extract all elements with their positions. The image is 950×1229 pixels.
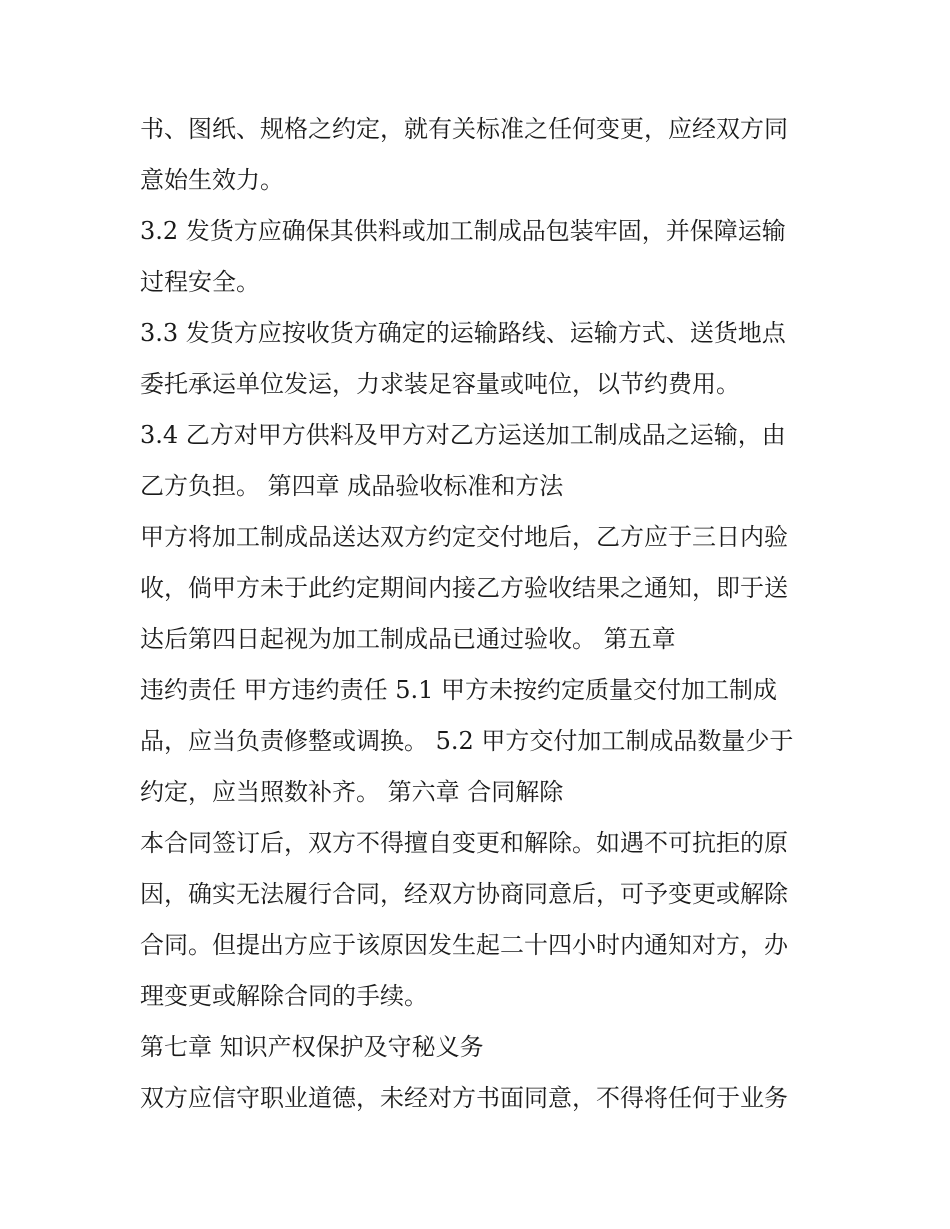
- text-line-8: 乙方负担。 第四章 成品验收标准和方法: [140, 472, 564, 500]
- text-line-7: 3.4 乙方对甲方供料及甲方对乙方运送加工制成品之运输，由: [140, 421, 786, 449]
- text-line-17: 合同。但提出方应于该原因发生起二十四小时内通知对方，办: [140, 931, 788, 959]
- text-line-18: 理变更或解除合同的手续。: [140, 982, 428, 1010]
- text-line-3: 3.2 发货方应确保其供料或加工制成品包装牢固，并保障运输: [140, 217, 786, 245]
- text-line-4: 过程安全。: [140, 268, 260, 296]
- text-line-6: 委托承运单位发运，力求装足容量或吨位，以节约费用。: [140, 370, 740, 398]
- text-line-15: 本合同签订后，双方不得擅自变更和解除。如遇不可抗拒的原: [140, 829, 788, 857]
- text-line-16: 因，确实无法履行合同，经双方协商同意后，可予变更或解除: [140, 880, 788, 908]
- text-line-2: 意始生效力。: [140, 166, 284, 194]
- text-line-19: 第七章 知识产权保护及守秘义务: [140, 1033, 484, 1061]
- text-line-9: 甲方将加工制成品送达双方约定交付地后，乙方应于三日内验: [140, 523, 788, 551]
- text-line-12: 违约责任 甲方违约责任 5.1 甲方未按约定质量交付加工制成: [140, 676, 778, 704]
- text-line-13: 品，应当负责修整或调换。 5.2 甲方交付加工制成品数量少于: [140, 727, 794, 755]
- text-line-14: 约定，应当照数补齐。 第六章 合同解除: [140, 778, 564, 806]
- text-line-20: 双方应信守职业道德，未经对方书面同意，不得将任何于业务: [140, 1084, 788, 1112]
- text-line-5: 3.3 发货方应按收货方确定的运输路线、运输方式、送货地点: [140, 319, 786, 347]
- text-line-1: 书、图纸、规格之约定，就有关标准之任何变更，应经双方同: [140, 115, 788, 143]
- text-line-10: 收，倘甲方未于此约定期间内接乙方验收结果之通知，即于送: [140, 574, 788, 602]
- text-line-11: 达后第四日起视为加工制成品已通过验收。 第五章: [140, 625, 676, 653]
